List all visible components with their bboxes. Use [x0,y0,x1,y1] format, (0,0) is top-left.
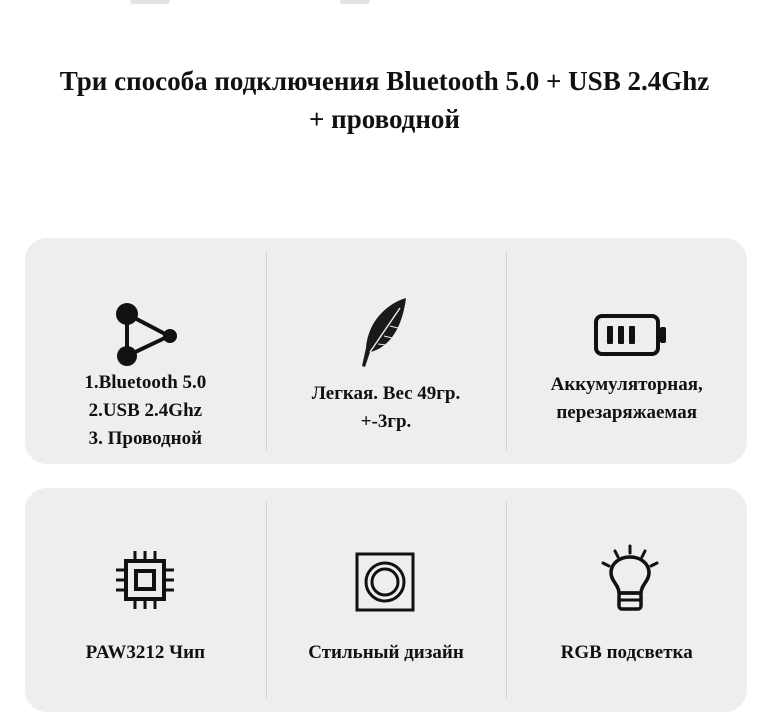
features-panel-top [25,238,747,464]
feature-weight [266,238,507,464]
feature-label: Легкая. Вес 49гр. +-3гр. [311,383,461,432]
battery-icon [592,312,668,358]
lightbulb-icon [597,543,663,617]
feather-icon [356,296,412,370]
top-image-fragment [130,0,170,4]
feature-label: PAW3212 Чип [85,642,206,663]
page-title [0,62,769,138]
title-line-2: + проводной [309,104,460,134]
feature-design [266,488,507,712]
chip-icon [113,548,177,612]
bluetooth-share-icon [113,300,181,368]
feature-battery [506,238,747,464]
design-icon [354,551,416,613]
feature-label: Аккумуляторная, перезаряжаемая [550,374,703,423]
feature-rgb [506,488,747,712]
top-image-fragment [340,0,370,4]
feature-label: Стильный дизайн [308,642,464,663]
feature-chip [25,488,266,712]
title-line-1: Три способа подключения Bluetooth 5.0 + USB 2.4Ghz [59,66,710,96]
feature-connection [25,238,266,464]
feature-label: RGB подсветка [560,642,693,663]
features-panel-bottom [25,488,747,712]
feature-label: 1.Bluetooth 5.0 2.USB 2.4Ghz 3. Проводной [84,372,207,449]
